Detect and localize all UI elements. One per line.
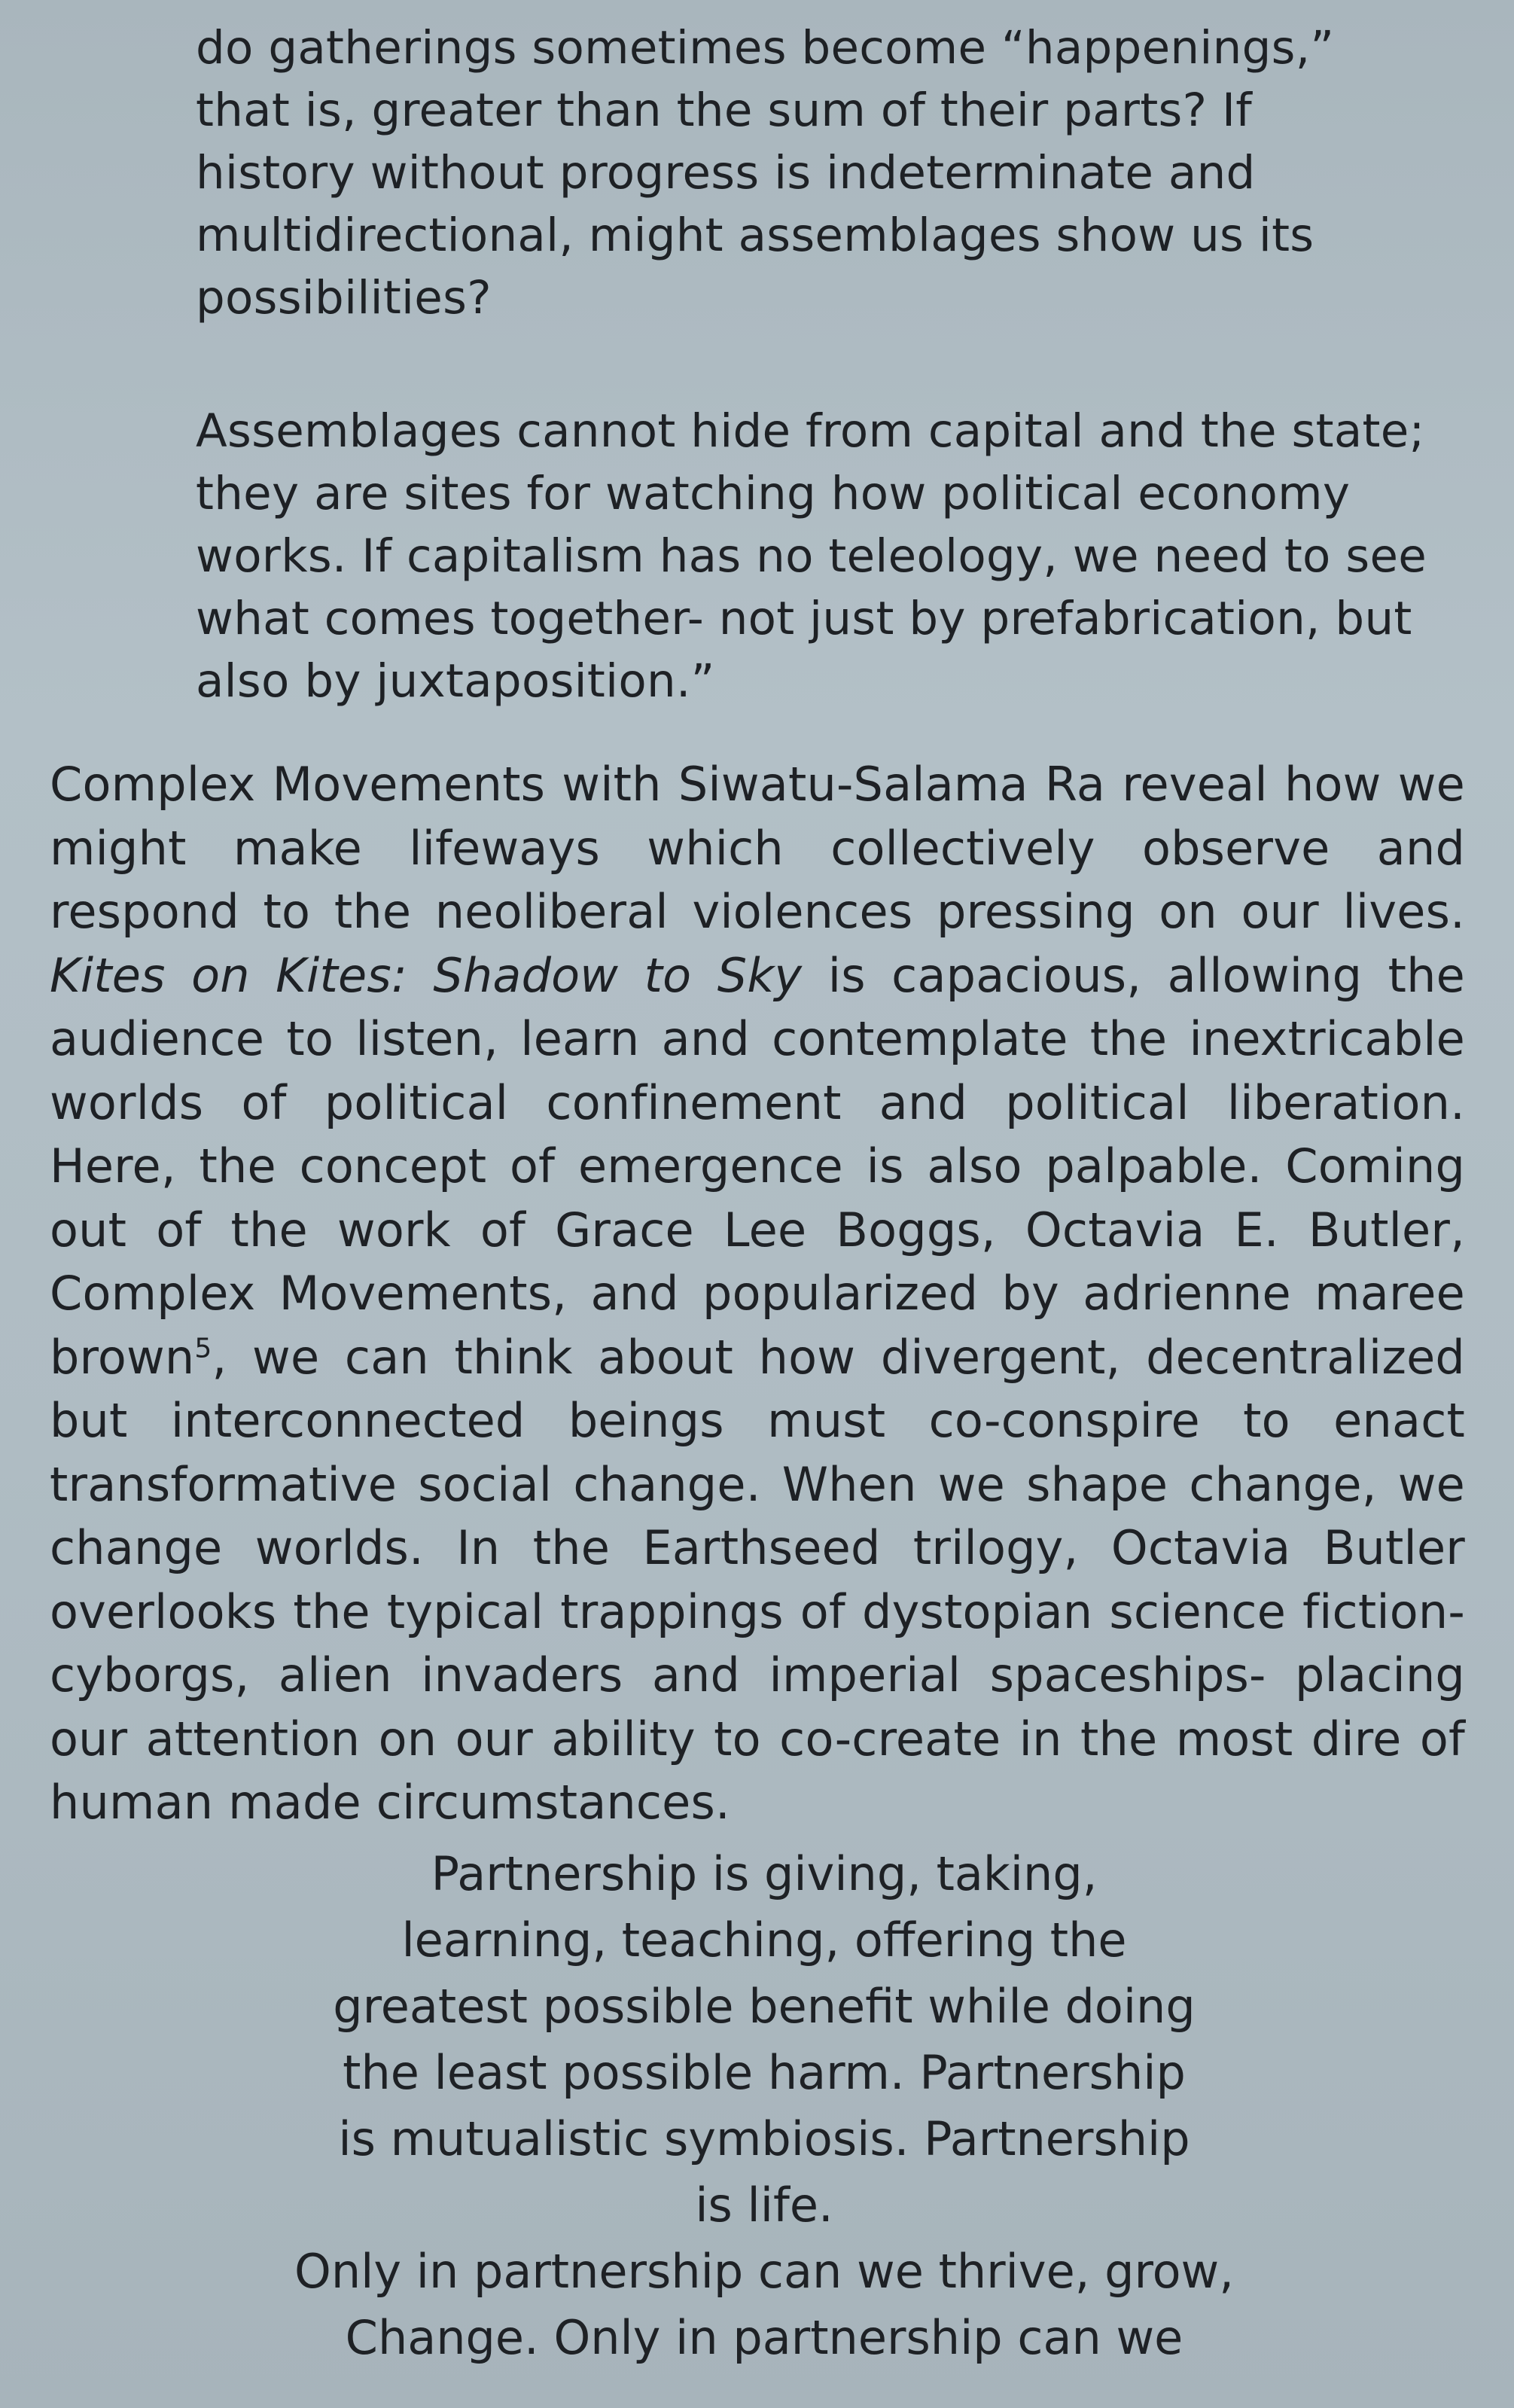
- quote-paragraph: do gatherings sometimes become “happenings,” that is, greater than the sum of their parts? If history without progress is indeterminate and multidirectional, might assemblages show us its possibilities?: [196, 21, 1335, 325]
- footnote-reference: 5: [194, 1332, 212, 1364]
- poem-stanza: Partnership is giving, taking, learning, teaching, offering the greatest possible benefit while doing the least possible harm. Partnership is mutualistic symbiosis. Partnership is life.: [333, 1846, 1196, 2233]
- body-text-segment: is capacious, allowing the audience to listen, learn and contemplate the inextricable worlds of political confinement and political liberation. Here, the concept of emergence is also palpable. Coming out of the work of Grace Lee Boggs, Octavia E. Butler, Complex Movements, and popularized by adrienne maree brown: [50, 947, 1465, 1385]
- work-title: Kites on Kites: Shadow to Sky: [50, 947, 803, 1003]
- body-text-segment: Complex Movements with Siwatu-Salama Ra reveal how we might make lifeways which collectively observe and respond to the neoliberal violences pressing on our lives.: [50, 757, 1465, 939]
- poem-stanza: Only in partnership can we thrive, grow, Change. Only in partnership can we: [294, 2244, 1234, 2365]
- body-paragraph: [50, 753, 1465, 1835]
- indented-quotation: [196, 17, 1461, 712]
- body-text-segment: , we can think about how divergent, decentralized but interconnected beings must co-conspire to enact transformative social change. When we shape change, we change worlds. In the Earthseed trilogy, Octavia Butler overlooks the typical trappings of dystopian science fiction- cyborgs, alien invaders and imperial spaceships- placing our attention on our ability to co-create in the most dire of human made circumstances.: [50, 1329, 1465, 1830]
- centered-poem: [226, 1841, 1302, 2371]
- quote-paragraph: Assemblages cannot hide from capital and the state; they are sites for watching how political economy works. If capitalism has no teleology, we need to see what comes together- not just by prefabrication, but also by juxtaposition.”: [196, 404, 1427, 708]
